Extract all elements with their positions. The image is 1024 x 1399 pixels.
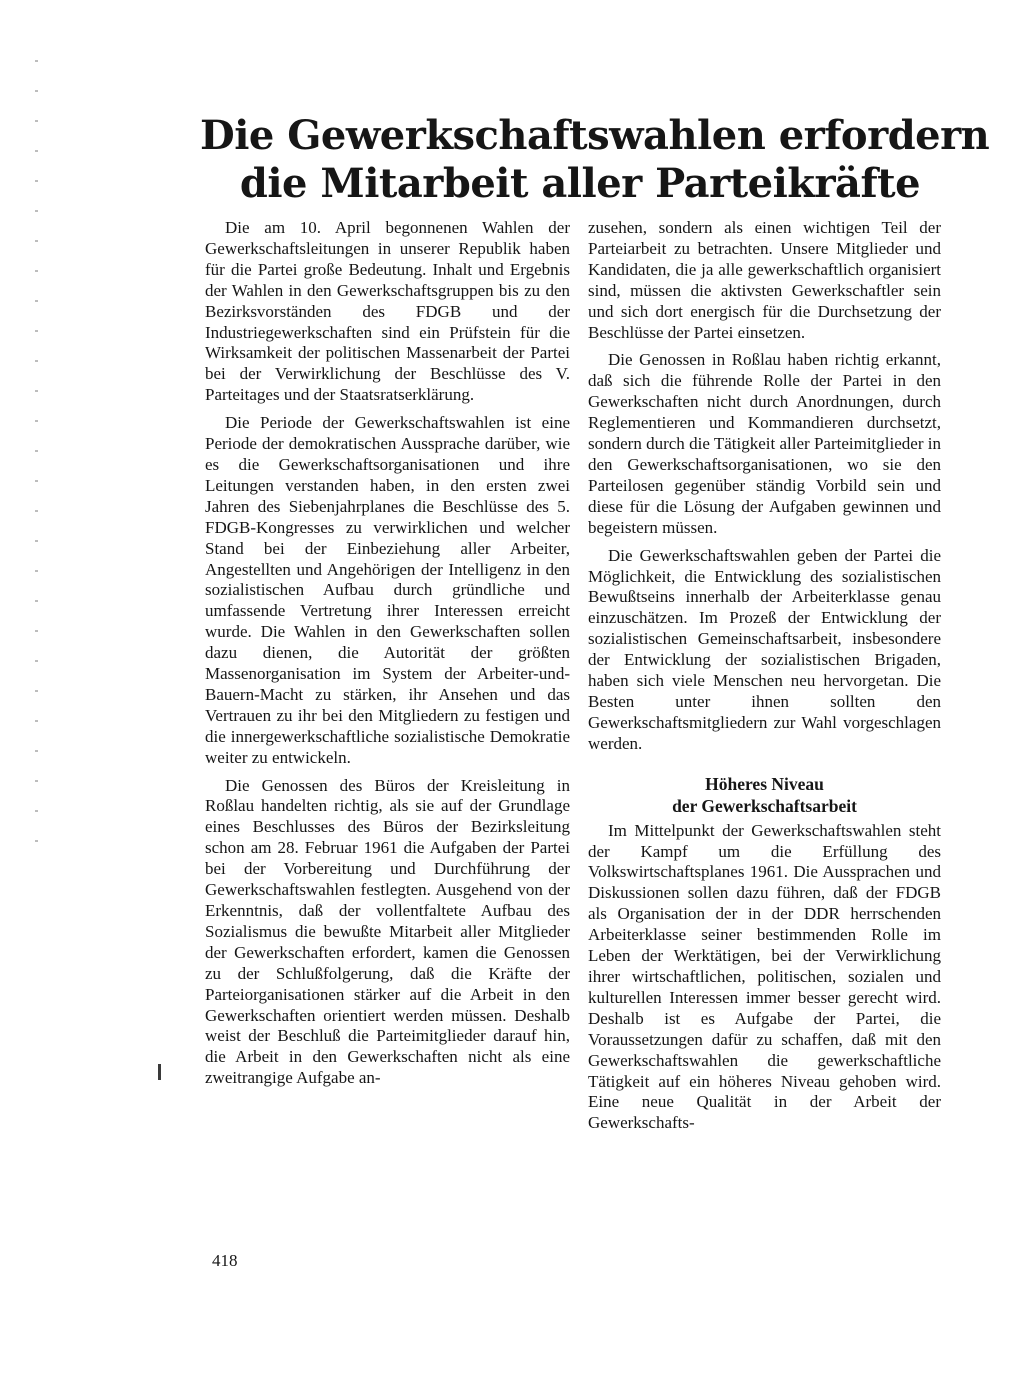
paragraph-3: Die Genossen des Büros der Kreisleitung in Roßlau handelten richtig, als sie auf der Grundlage eines Beschlusses des Büros der Bezirksleitung schon am 28. Februar 1961 die Aufgaben der Partei bei der Vorbereitung und Durchführung der Gewerkschaftswahlen festlegten. Ausgehend von der Erkenntnis, daß der vollentfaltete Aufbau des Sozialismus die bewußte Mitarbeit aller Mitglieder der Gewerkschaften erfordert, kamen die Genossen zu der Schlußfolgerung, daß die Kräfte der Parteiorganisationen stärker auf die Arbeit in den Gewerkschaften orientiert werden müssen. Deshalb weist der Beschluß die Parteimitglieder darauf hin, die Arbeit in den Gewerkschaften nicht als eine zweitrangige Aufgabe an- bbox=[205, 775, 570, 1088]
left-column bbox=[205, 218, 570, 1096]
paragraph-1: Die am 10. April begonnenen Wahlen der Gewerkschaftsleitungen in unserer Republik haben für die Partei große Bedeutung. Inhalt und Ergebnis der Wahlen in den Gewerkschaftsgruppen bis zu den Bezirksvorständen des FDGB und der Industriegewerkschaften sind ein Prüfstein für die Wirksamkeit der politischen Massenarbeit der Partei bei der Verwirklichung der Beschlüsse des V. Parteitages und der Staatsratserklärung. bbox=[205, 218, 570, 405]
section-heading-line-2: der Gewerkschaftsarbeit bbox=[672, 795, 857, 816]
paragraph-6: Im Mittelpunkt der Gewerkschaftswahlen steht der Kampf um die Erfüllung des Volkswirtschaftsplanes 1961. Die Aussprachen und Diskussionen sollen dazu führen, daß der FDGB als Organisation der in der DDR herrschenden Arbeiterklasse seiner bestimmenden Rolle im Leben der Werktätigen, bei der Verwirklichung ihrer wirtschaftlichen, politischen, sozialen und kulturellen Interessen immer besser gerecht wird. Deshalb ist es Aufgabe der Partei, die Voraussetzungen dafür zu schaffen, daß mit den Gewerkschaftswahlen die gewerkschaftliche Tätigkeit auf ein höheres Niveau gehoben wird. Eine neue Qualität in der Arbeit der Gewerkschafts- bbox=[588, 820, 941, 1133]
paragraph-4: Die Genossen in Roßlau haben richtig erkannt, daß sich die führende Rolle der Partei in den Gewerkschaften nicht durch Anordnungen, durch Reglementieren und Kommandieren durchsetzt, sondern durch die Tätigkeit aller Parteimitglieder in den Gewerkschaftsorganisationen, wo sie den Parteilosen gegenüber ständig Vorbild sein und diese für die Lösung der Aufgaben gewinnen und begeistern müssen. bbox=[588, 350, 941, 537]
paragraph-3-continued: zusehen, sondern als einen wichtigen Teil der Parteiarbeit zu betrachten. Unsere Mitglieder und Kandidaten, die ja alle gewerkschaftlich organisiert sind, müssen die aktivsten Gewerkschaftler sein und sich dort energisch für die Durchsetzung der Beschlüsse der Partei einsetzen. bbox=[588, 218, 941, 342]
article-title bbox=[200, 112, 990, 208]
margin-mark bbox=[158, 1064, 161, 1080]
paragraph-2: Die Periode der Gewerkschaftswahlen ist eine Periode der demokratischen Aussprache darüber, wie es die Gewerkschaftsorganisationen und ihre Leitungen verstanden haben, in den ersten zwei Jahren des Siebenjahrplanes die Beschlüsse des 5. FDGB-Kongresses zu verwirklichen und welcher Stand bei der Einbeziehung aller Arbeiter, Angestellten und Angehörigen der Intelligenz in den sozialistischen Aufbau durch gründliche und umfassende Vertretung ihrer Interessen erreicht wurde. Die Wahlen in den Gewerkschaften sollen dazu dienen, die Autorität der größten Massenorganisation im System der Arbeiter-und-Bauern-Macht zu stärken, ihr Ansehen und das Vertrauen zu ihr bei den Mitgliedern zu festigen und die innergewerkschaftliche sozialistische Demokratie weiter zu entwickeln. bbox=[205, 413, 570, 767]
page-number: 418 bbox=[212, 1251, 238, 1270]
section-heading-line-1: Höheres Niveau bbox=[705, 773, 824, 794]
margin-dots bbox=[35, 60, 38, 860]
title-line-1: Die Gewerkschaftswahlen erfordern bbox=[200, 112, 990, 159]
title-line-2: die Mitarbeit aller Parteikräfte bbox=[239, 160, 921, 207]
section-heading bbox=[588, 773, 941, 817]
right-column bbox=[588, 218, 941, 1141]
paragraph-5: Die Gewerkschaftswahlen geben der Partei die Möglichkeit, die Entwicklung des sozialistischen Bewußtseins innerhalb der Arbeiterklasse genau einzuschätzen. Im Prozeß der Entwicklung der sozialistischen Gemeinschaftsarbeit, insbesondere der Entwicklung der sozialistischen Brigaden, haben sich viele Menschen neu hervorgetan. Die Besten unter ihnen sollten den Gewerkschaftsmitgliedern zur Wahl vorgeschlagen werden. bbox=[588, 545, 941, 753]
